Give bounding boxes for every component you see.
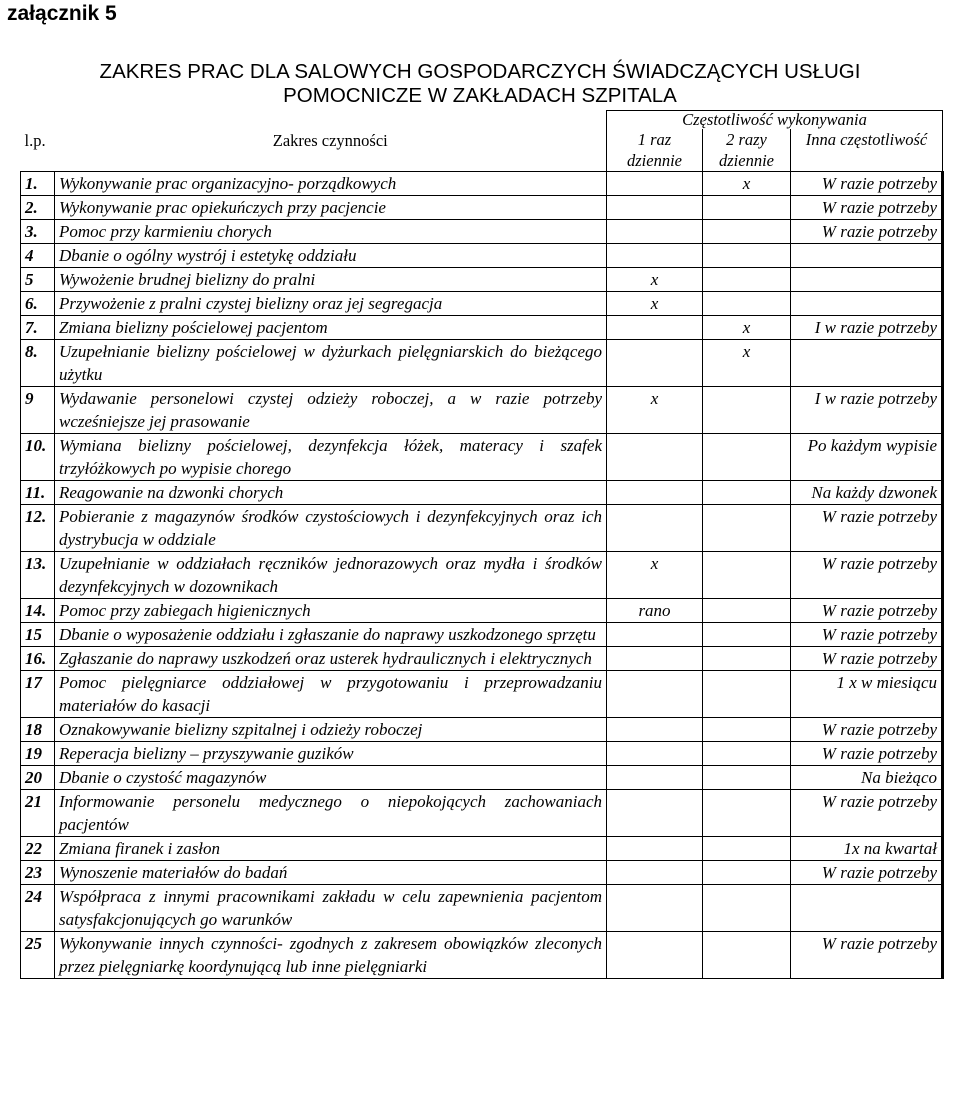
row-once-daily — [607, 196, 703, 220]
row-once-daily — [607, 647, 703, 671]
duties-table — [20, 110, 944, 979]
row-number: 20 — [21, 766, 55, 790]
row-task: Pomoc przy zabiegach higienicznych — [55, 599, 607, 623]
row-task: Zmiana firanek i zasłon — [55, 837, 607, 861]
row-task: Uzupełnianie w oddziałach ręczników jednorazowych oraz mydła i środków dezynfekcyjnych w dozownikach — [55, 552, 607, 599]
table-row — [21, 292, 943, 316]
table-body — [21, 172, 943, 979]
row-twice-daily — [703, 196, 791, 220]
row-task: Pobieranie z magazynów środków czystościowych i dezynfekcyjnych oraz ich dystrybucja w oddziale — [55, 505, 607, 552]
row-once-daily — [607, 742, 703, 766]
table-row — [21, 671, 943, 718]
header-frequency-group: Częstotliwość wykonywania — [607, 111, 943, 130]
row-twice-daily — [703, 505, 791, 552]
row-task: Przywożenie z pralni czystej bielizny oraz jej segregacja — [55, 292, 607, 316]
row-number: 14. — [21, 599, 55, 623]
row-twice-daily — [703, 885, 791, 932]
table-row — [21, 885, 943, 932]
row-once-daily — [607, 505, 703, 552]
row-number: 1. — [21, 172, 55, 196]
row-once-daily: x — [607, 292, 703, 316]
row-once-daily — [607, 837, 703, 861]
row-once-daily — [607, 434, 703, 481]
row-task: Wymiana bielizny pościelowej, dezynfekcja łóżek, materacy i szafek trzyłóżkowych po wypisie chorego — [55, 434, 607, 481]
row-twice-daily — [703, 481, 791, 505]
row-other-frequency: W razie potrzeby — [791, 196, 943, 220]
row-task: Zgłaszanie do naprawy uszkodzeń oraz usterek hydraulicznych i elektrycznych — [55, 647, 607, 671]
row-number: 16. — [21, 647, 55, 671]
row-number: 7. — [21, 316, 55, 340]
row-number: 17 — [21, 671, 55, 718]
table-row — [21, 196, 943, 220]
row-twice-daily — [703, 434, 791, 481]
row-task: Reperacja bielizny – przyszywanie guzików — [55, 742, 607, 766]
table-row — [21, 481, 943, 505]
row-other-frequency: 1x na kwartał — [791, 837, 943, 861]
row-task: Wywożenie brudnej bielizny do pralni — [55, 268, 607, 292]
row-other-frequency — [791, 292, 943, 316]
row-task: Współpraca z innymi pracownikami zakładu w celu zapewnienia pacjentom satysfakcjonujących go warunków — [55, 885, 607, 932]
row-other-frequency: Na bieżąco — [791, 766, 943, 790]
row-task: Pomoc przy karmieniu chorych — [55, 220, 607, 244]
row-once-daily — [607, 718, 703, 742]
row-task: Dbanie o ogólny wystrój i estetykę oddziału — [55, 244, 607, 268]
row-task: Dbanie o czystość magazynów — [55, 766, 607, 790]
table-row — [21, 599, 943, 623]
document-title-line-1: ZAKRES PRAC DLA SALOWYCH GOSPODARCZYCH ŚWIADCZĄCYCH USŁUGI — [99, 60, 861, 83]
row-twice-daily — [703, 861, 791, 885]
row-number: 11. — [21, 481, 55, 505]
row-number: 3. — [21, 220, 55, 244]
table-row — [21, 647, 943, 671]
table-row — [21, 790, 943, 837]
row-other-frequency: W razie potrzeby — [791, 599, 943, 623]
row-task: Wydawanie personelowi czystej odzieży roboczej, a w razie potrzeby wcześniejsze jej prasowanie — [55, 387, 607, 434]
row-twice-daily — [703, 837, 791, 861]
row-once-daily — [607, 316, 703, 340]
row-other-frequency — [791, 340, 943, 387]
row-twice-daily: x — [703, 316, 791, 340]
row-task: Wykonywanie prac organizacyjno- porządkowych — [55, 172, 607, 196]
row-once-daily — [607, 766, 703, 790]
row-once-daily: x — [607, 387, 703, 434]
row-once-daily — [607, 481, 703, 505]
row-once-daily — [607, 861, 703, 885]
row-task: Zmiana bielizny pościelowej pacjentom — [55, 316, 607, 340]
row-once-daily: x — [607, 552, 703, 599]
row-other-frequency: W razie potrzeby — [791, 220, 943, 244]
row-task: Oznakowywanie bielizny szpitalnej i odzieży roboczej — [55, 718, 607, 742]
table-row — [21, 837, 943, 861]
row-number: 21 — [21, 790, 55, 837]
table-row — [21, 434, 943, 481]
row-once-daily: x — [607, 268, 703, 292]
row-other-frequency: W razie potrzeby — [791, 647, 943, 671]
row-task: Wynoszenie materiałów do badań — [55, 861, 607, 885]
row-number: 9 — [21, 387, 55, 434]
row-other-frequency: W razie potrzeby — [791, 742, 943, 766]
row-other-frequency: Po każdym wypisie — [791, 434, 943, 481]
row-twice-daily — [703, 268, 791, 292]
row-number: 5 — [21, 268, 55, 292]
row-other-frequency: Na każdy dzwonek — [791, 481, 943, 505]
row-once-daily — [607, 220, 703, 244]
table-row — [21, 861, 943, 885]
row-other-frequency: W razie potrzeby — [791, 932, 943, 979]
table-row — [21, 220, 943, 244]
attachment-label: załącznik 5 — [7, 2, 117, 25]
row-twice-daily — [703, 647, 791, 671]
row-other-frequency: W razie potrzeby — [791, 623, 943, 647]
row-other-frequency: W razie potrzeby — [791, 718, 943, 742]
row-once-daily — [607, 172, 703, 196]
row-other-frequency: W razie potrzeby — [791, 505, 943, 552]
row-twice-daily — [703, 671, 791, 718]
row-task: Reagowanie na dzwonki chorych — [55, 481, 607, 505]
row-number: 4 — [21, 244, 55, 268]
header-once-daily: 1 raz dziennie — [607, 129, 703, 172]
row-number: 6. — [21, 292, 55, 316]
row-once-daily — [607, 340, 703, 387]
row-task: Informowanie personelu medycznego o niepokojących zachowaniach pacjentów — [55, 790, 607, 837]
row-number: 10. — [21, 434, 55, 481]
row-number: 2. — [21, 196, 55, 220]
row-task: Pomoc pielęgniarce oddziałowej w przygotowaniu i przeprowadzaniu materiałów do kasacji — [55, 671, 607, 718]
table-row — [21, 268, 943, 292]
row-twice-daily — [703, 766, 791, 790]
row-twice-daily — [703, 599, 791, 623]
row-other-frequency: 1 x w miesiącu — [791, 671, 943, 718]
row-other-frequency: I w razie potrzeby — [791, 387, 943, 434]
header-no: l.p. — [24, 130, 46, 150]
table-row — [21, 932, 943, 979]
header-task: Zakres czynności — [272, 130, 388, 150]
row-twice-daily — [703, 552, 791, 599]
row-other-frequency: W razie potrzeby — [791, 172, 943, 196]
row-other-frequency: I w razie potrzeby — [791, 316, 943, 340]
table-row — [21, 244, 943, 268]
row-twice-daily — [703, 623, 791, 647]
row-twice-daily — [703, 244, 791, 268]
row-other-frequency — [791, 885, 943, 932]
row-task: Uzupełnianie bielizny pościelowej w dyżurkach pielęgniarskich do bieżącego użytku — [55, 340, 607, 387]
document-title-line-2: POMOCNICZE W ZAKŁADACH SZPITALA — [283, 84, 677, 107]
row-number: 13. — [21, 552, 55, 599]
row-number: 18 — [21, 718, 55, 742]
row-twice-daily: x — [703, 172, 791, 196]
row-task: Dbanie o wyposażenie oddziału i zgłaszanie do naprawy uszkodzonego sprzętu — [55, 623, 607, 647]
row-number: 22 — [21, 837, 55, 861]
table-row — [21, 623, 943, 647]
row-number: 8. — [21, 340, 55, 387]
row-twice-daily — [703, 220, 791, 244]
row-twice-daily: x — [703, 340, 791, 387]
row-twice-daily — [703, 790, 791, 837]
table-row — [21, 742, 943, 766]
table-row — [21, 387, 943, 434]
header-twice-daily: 2 razy dziennie — [703, 129, 791, 172]
row-number: 23 — [21, 861, 55, 885]
table-row — [21, 766, 943, 790]
row-other-frequency: W razie potrzeby — [791, 790, 943, 837]
row-number: 12. — [21, 505, 55, 552]
row-number: 24 — [21, 885, 55, 932]
table-row — [21, 505, 943, 552]
row-twice-daily — [703, 742, 791, 766]
header-other-frequency: Inna częstotliwość — [791, 129, 943, 172]
row-once-daily: rano — [607, 599, 703, 623]
row-once-daily — [607, 671, 703, 718]
row-number: 15 — [21, 623, 55, 647]
table-row — [21, 316, 943, 340]
row-once-daily — [607, 790, 703, 837]
row-task: Wykonywanie innych czynności- zgodnych z zakresem obowiązków zleconych przez pielęgniarkę koordynującą lub inne pielęgniarki — [55, 932, 607, 979]
table-row — [21, 172, 943, 196]
row-number: 25 — [21, 932, 55, 979]
row-once-daily — [607, 932, 703, 979]
table-header — [21, 111, 943, 172]
table-row — [21, 718, 943, 742]
row-twice-daily — [703, 718, 791, 742]
row-task: Wykonywanie prac opiekuńczych przy pacjencie — [55, 196, 607, 220]
table-row — [21, 340, 943, 387]
row-other-frequency: W razie potrzeby — [791, 861, 943, 885]
row-once-daily — [607, 623, 703, 647]
row-number: 19 — [21, 742, 55, 766]
row-other-frequency: W razie potrzeby — [791, 552, 943, 599]
row-other-frequency — [791, 244, 943, 268]
row-twice-daily — [703, 387, 791, 434]
row-twice-daily — [703, 292, 791, 316]
row-twice-daily — [703, 932, 791, 979]
row-once-daily — [607, 244, 703, 268]
row-other-frequency — [791, 268, 943, 292]
row-once-daily — [607, 885, 703, 932]
table-row — [21, 552, 943, 599]
